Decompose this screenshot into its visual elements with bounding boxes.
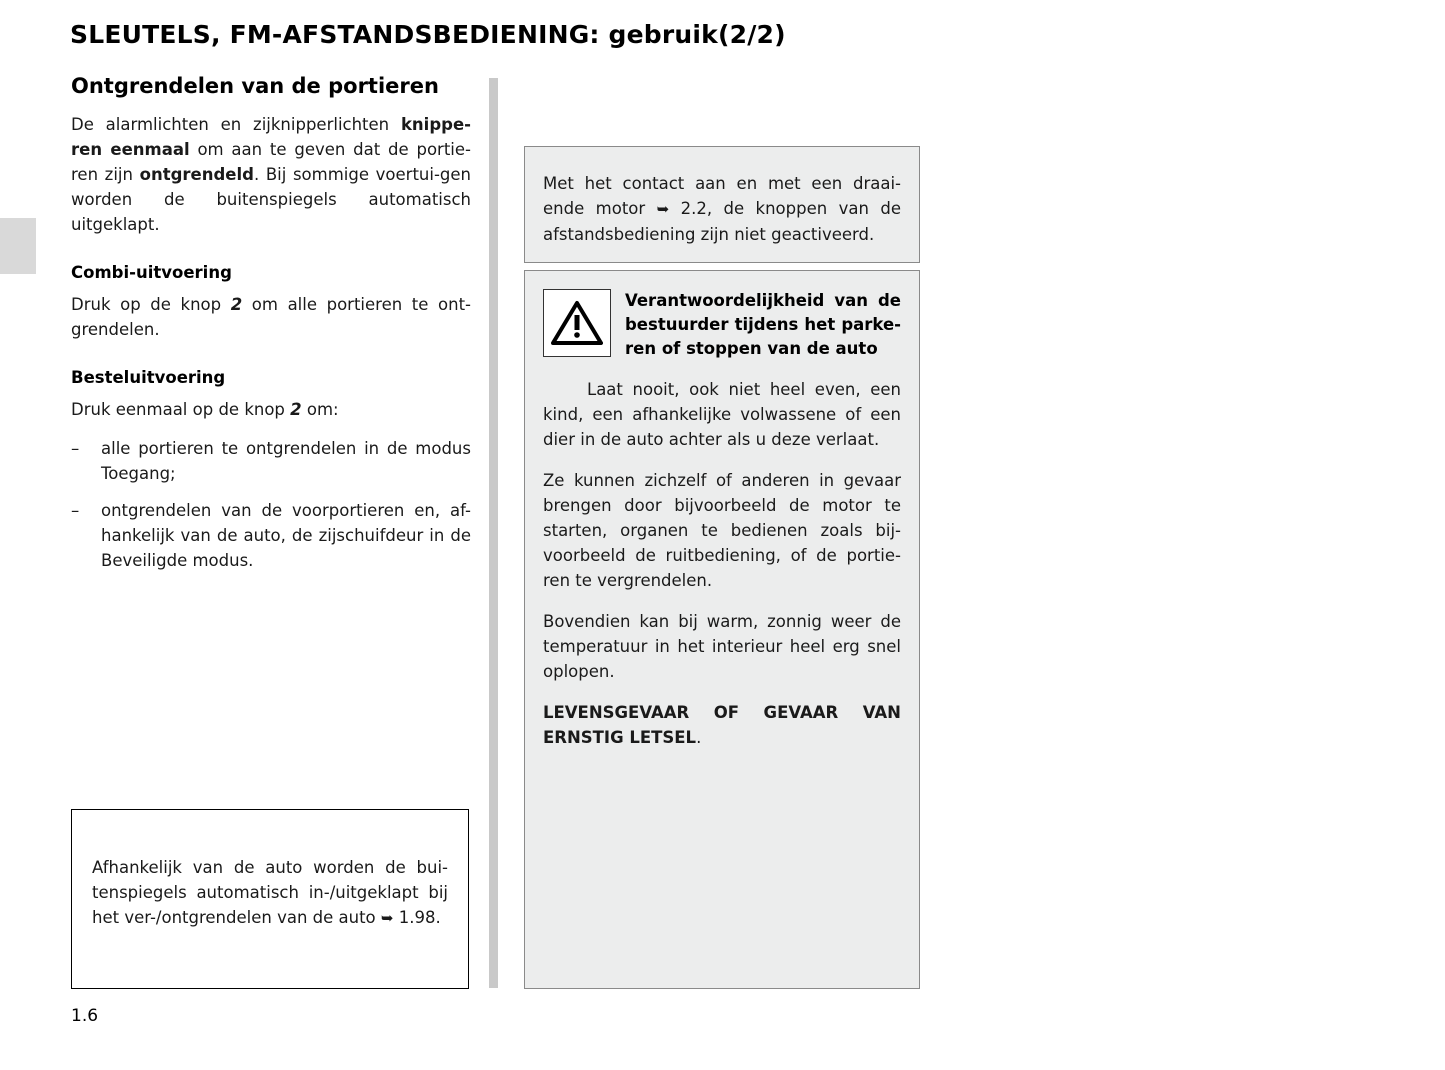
- warning-paragraph-3: Bovendien kan bij warm, zonnig weer de temperatuur in het interieur heel erg snel oplopen.: [543, 612, 901, 681]
- list-item: [71, 436, 471, 486]
- note-reference: 1.98.: [393, 908, 441, 927]
- page-number: 1.6: [71, 1006, 99, 1026]
- arrow-icon: ➥: [380, 909, 394, 927]
- paragraph-bestel-text-1: Druk eenmaal op de knop: [71, 400, 291, 419]
- danger-text: LEVENSGEVAAR OF GEVAAR VAN ERNSTIG LETSEL: [543, 703, 901, 747]
- paragraph-combi-text-1: Druk op de knop: [71, 295, 231, 314]
- paragraph-bestel: [71, 397, 471, 422]
- intro-text-2: om aan te geven dat de portie-ren zijn: [71, 140, 471, 184]
- warning-header: [543, 289, 901, 361]
- intro-paragraph: [71, 112, 471, 237]
- note-text: Afhankelijk van de auto worden de bui-tenspiegels automatisch in-/uitgeklapt bij het ver-/ontgrendelen van de auto: [92, 858, 448, 927]
- note-box-content: [72, 810, 468, 931]
- column-divider: [489, 78, 498, 988]
- list-item: [71, 498, 471, 573]
- page-edge-tab: [0, 218, 36, 274]
- info-text-1: Met het contact aan en met een draai-ende motor: [543, 174, 901, 218]
- button-number-ref-2: 2: [290, 400, 302, 419]
- info-box-content: [525, 147, 919, 247]
- intro-text-1: De alarmlichten en zijknipperlichten: [71, 115, 401, 134]
- intro-bold-2: ontgrendeld: [139, 165, 254, 184]
- warning-danger-text: [543, 700, 901, 750]
- intro-text-3: . Bij sommige voertui-gen worden de buitenspiegels automatisch uitgeklapt.: [71, 165, 471, 234]
- page-title: SLEUTELS, FM-AFSTANDSBEDIENING: gebruik(2/2): [70, 20, 786, 49]
- left-column: [71, 74, 471, 585]
- paragraph-combi: [71, 292, 471, 342]
- warning-title: Verantwoordelijkheid van de bestuurder tijdens het parke-ren of stoppen van de auto: [625, 291, 901, 358]
- list-item-text: alle portieren te ontgrendelen in de modus Toegang;: [101, 439, 471, 483]
- info-text-2: 2.2, de knoppen van de afstandsbediening zijn niet geactiveerd.: [543, 199, 901, 244]
- warning-triangle-icon: [543, 289, 611, 357]
- arrow-icon: ➥: [656, 200, 670, 218]
- warning-paragraph-2: Ze kunnen zichzelf of anderen in gevaar brengen door bijvoorbeeld de motor te starten, organen te bedienen zoals bij-voorbeeld de ruitbediening, of de portie-ren te vergrendelen.: [543, 471, 901, 590]
- bestel-list: [71, 436, 471, 573]
- dash-bullet: –: [71, 501, 80, 520]
- button-number-ref-1: 2: [230, 295, 243, 314]
- intro-bold-1: knippe-ren eenmaal: [71, 115, 471, 159]
- warning-box-content: [525, 271, 919, 750]
- subheading-bestel: Besteluitvoering: [71, 368, 226, 387]
- warning-paragraph-1: Laat nooit, ook niet heel even, een kind, een afhankelijke volwassene of een dier in de auto achter als u deze verlaat.: [543, 380, 901, 449]
- paragraph-bestel-text-2: om:: [301, 400, 339, 419]
- dash-bullet: –: [71, 439, 80, 458]
- info-box: [524, 146, 920, 263]
- warning-box: [524, 270, 920, 989]
- danger-period: .: [696, 728, 702, 747]
- list-item-text: ontgrendelen van de voorportieren en, af-hankelijk van de auto, de zijschuifdeur in de Beveiligde modus.: [101, 501, 471, 570]
- note-box: [71, 809, 469, 989]
- subheading-combi: Combi-uitvoering: [71, 263, 232, 282]
- section-heading: Ontgrendelen van de portieren: [71, 74, 439, 98]
- paragraph-combi-text-2: om alle portieren te ont-grendelen.: [71, 295, 471, 339]
